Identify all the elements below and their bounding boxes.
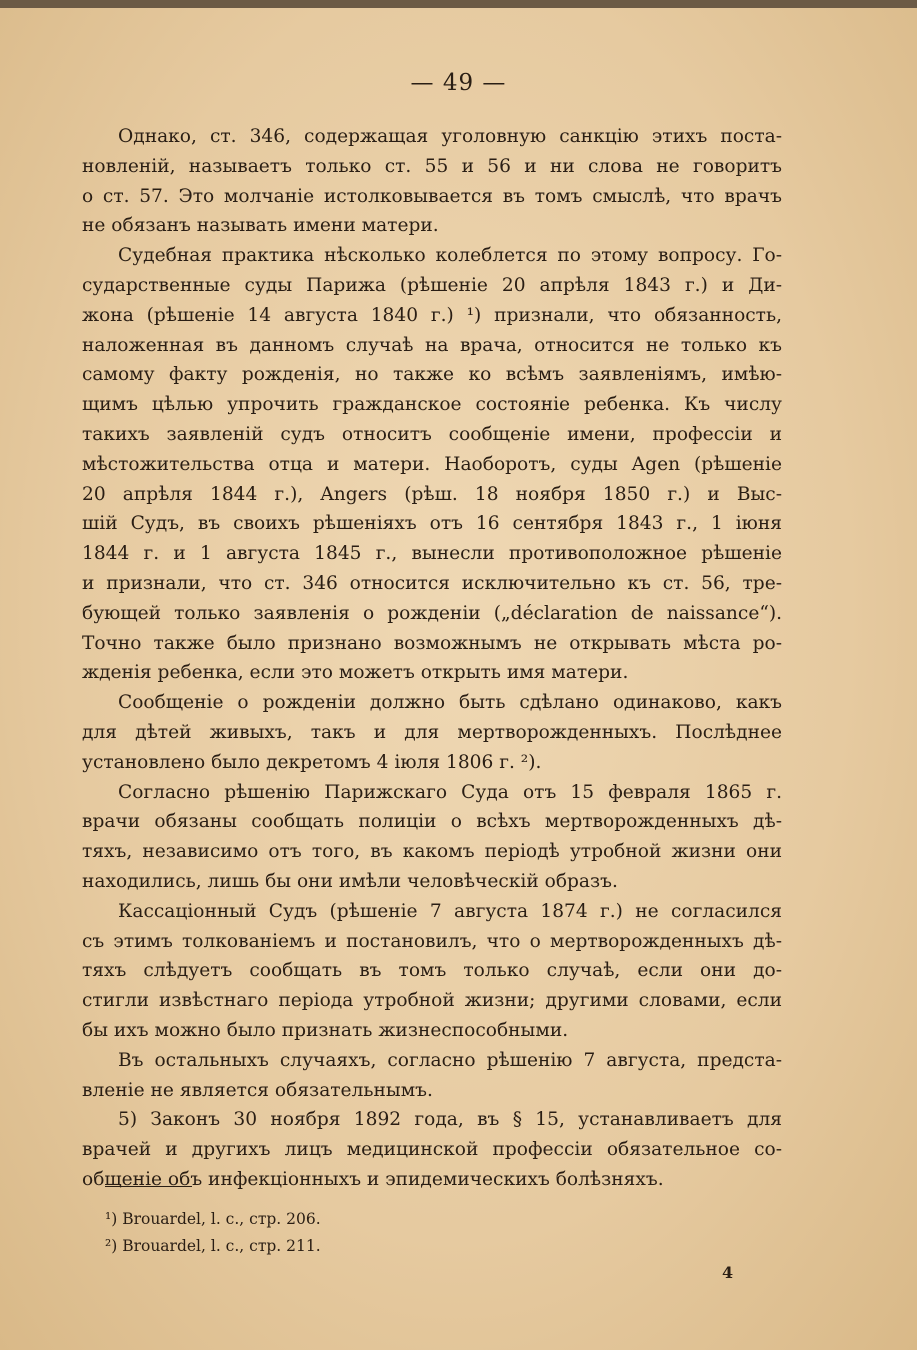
text-line: шій Судъ, въ своихъ рѣшеніяхъ отъ 16 сентября 1843 г., 1 іюня (82, 513, 782, 535)
text-line: 1844 г. и 1 августа 1845 г., вынесли противоположное рѣшеніе (82, 543, 782, 565)
text-line: жона (рѣшеніе 14 августа 1840 г.) ¹) признали, что обязанность, (82, 304, 782, 326)
text-line: 20 апрѣля 1844 г.), Angers (рѣш. 18 ноября 1850 г.) и Выс- (82, 483, 782, 505)
text-line: сударственные суды Парижа (рѣшеніе 20 апрѣля 1843 г.) и Ди- (82, 274, 782, 296)
text-line: съ этимъ толкованіемъ и постановилъ, что о мертворожденныхъ дѣ- (82, 930, 782, 952)
text-line: Согласно рѣшенію Парижскаго Суда отъ 15 февраля 1865 г. (118, 781, 782, 803)
text-line: Однако, ст. 346, содержащая уголовную санкцію этихъ поста- (118, 126, 782, 147)
text-line: мѣстожительства отца и матери. Наоборотъ, суды Agen (рѣшеніе (82, 453, 782, 475)
text-line: вленіе не является обязательнымъ. (82, 1079, 433, 1101)
text-line: такихъ заявленій судъ относитъ сообщеніе имени, профессіи и (82, 423, 782, 445)
footnote-1: ¹) Brouardel, l. c., стр. 206. (105, 1210, 321, 1228)
text-line: общеніе объ инфекціонныхъ и эпидемическихъ болѣзняхъ. (82, 1168, 664, 1190)
text-line: бующей только заявленія о рожденіи („déclaration de naissance“). (82, 602, 782, 624)
text-line: врачей и другихъ лицъ медицинской профессіи обязательное со- (82, 1139, 782, 1161)
text-line: для дѣтей живыхъ, такъ и для мертворожденныхъ. Послѣднее (82, 721, 782, 743)
text-line: тяхъ, независимо отъ того, въ какомъ періодѣ утробной жизни они (82, 841, 782, 863)
body-text (82, 122, 782, 1195)
text-line: стигли извѣстнаго періода утробной жизни; другими словами, если (82, 990, 782, 1012)
text-line: Точно также было признано возможнымъ не открывать мѣста ро- (82, 632, 782, 654)
text-line: находились, лишь бы они имѣли человѣческій образъ. (82, 870, 618, 892)
text-line: 5) Законъ 30 ноября 1892 года, въ § 15, устанавливаетъ для (118, 1109, 782, 1131)
text-line: врачи обязаны сообщать полиціи о всѣхъ мертворожденныхъ дѣ- (82, 811, 782, 833)
text-line: Въ остальныхъ случаяхъ, согласно рѣшенію 7 августа, предста- (118, 1049, 782, 1071)
page-number: — 49 — (410, 70, 507, 96)
signature-mark: 4 (722, 1263, 734, 1282)
text-line: самому факту рожденія, но также ко всѣмъ заявленіямъ, имѣю- (82, 364, 782, 386)
footnote-2: ²) Brouardel, l. c., стр. 211. (105, 1237, 321, 1255)
text-line: не обязанъ называть имени матери. (82, 215, 439, 237)
text-line: Кассаціонный Судъ (рѣшеніе 7 августа 1874 г.) не согласился (118, 900, 782, 922)
text-line: бы ихъ можно было признать жизнеспособными. (82, 1019, 569, 1041)
text-line: щимъ цѣлью упрочить гражданское состояніе ребенка. Къ числу (82, 394, 782, 416)
text-line: Судебная практика нѣсколько колеблется по этому вопросу. Го- (118, 245, 782, 267)
text-line: и признали, что ст. 346 относится исключительно къ ст. 56, тре- (82, 572, 782, 594)
text-line: новленій, называетъ только ст. 55 и 56 и ни слова не говоритъ (82, 155, 782, 177)
text-line: наложенная въ данномъ случаѣ на врача, относится не только къ (82, 334, 782, 356)
text-line: установлено было декретомъ 4 іюля 1806 г. ²). (82, 751, 542, 773)
text-line: о ст. 57. Это молчаніе истолковывается въ томъ смыслѣ, что врачъ (82, 185, 782, 207)
footnotes (105, 1206, 321, 1260)
text-line: жденія ребенка, если это можетъ открыть имя матери. (82, 662, 629, 684)
text-line: Сообщеніе о рожденіи должно быть сдѣлано одинаково, какъ (118, 692, 782, 714)
text-line: тяхъ слѣдуетъ сообщать въ томъ только случаѣ, если они до- (82, 960, 782, 982)
footnote-divider (105, 1186, 192, 1187)
scan-edge (0, 0, 917, 8)
